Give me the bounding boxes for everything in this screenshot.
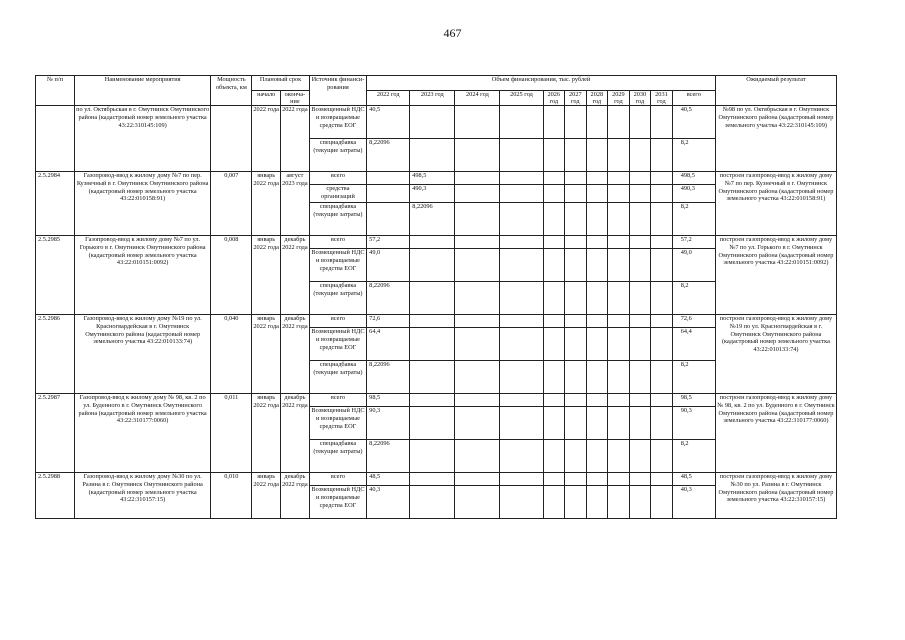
year-value: 498,5 bbox=[410, 172, 455, 185]
header-year: 2028 год bbox=[586, 91, 608, 106]
year-value bbox=[455, 282, 500, 315]
year-value bbox=[543, 203, 565, 236]
year-value bbox=[410, 440, 455, 473]
year-value bbox=[629, 106, 651, 139]
total-value: 498,5 bbox=[672, 172, 715, 185]
year-value bbox=[608, 172, 630, 185]
year-value bbox=[500, 486, 543, 519]
year-value bbox=[586, 361, 608, 394]
total-value: 57,2 bbox=[672, 236, 715, 249]
header-year: 2027 год bbox=[565, 91, 587, 106]
year-value bbox=[500, 139, 543, 172]
header-period: Плановый срок bbox=[252, 76, 309, 91]
funding-source: средства организаций bbox=[309, 185, 366, 203]
year-value bbox=[608, 203, 630, 236]
funding-source: всего bbox=[309, 315, 366, 328]
total-value: 40,3 bbox=[672, 486, 715, 519]
table-row bbox=[36, 473, 837, 486]
year-value bbox=[651, 486, 673, 519]
funding-source: спецнадбавка (текущие затраты) bbox=[309, 440, 366, 473]
year-value bbox=[565, 473, 587, 486]
header-num: № п/п bbox=[36, 76, 75, 106]
header-total: всего bbox=[672, 91, 715, 106]
funding-source: спецнадбавка (текущие затраты) bbox=[309, 203, 366, 236]
year-value: 8,22096 bbox=[367, 361, 410, 394]
year-value bbox=[608, 282, 630, 315]
year-value bbox=[586, 282, 608, 315]
year-value: 90,3 bbox=[367, 407, 410, 440]
year-value bbox=[608, 236, 630, 249]
year-value bbox=[608, 440, 630, 473]
funding-source: Возмещенный НДС и возвращаемые средства ЕОГ bbox=[309, 486, 366, 519]
year-value bbox=[455, 172, 500, 185]
year-value bbox=[565, 236, 587, 249]
year-value bbox=[543, 249, 565, 282]
year-value bbox=[608, 361, 630, 394]
year-value bbox=[455, 203, 500, 236]
year-value bbox=[455, 236, 500, 249]
year-value bbox=[586, 249, 608, 282]
year-value bbox=[565, 282, 587, 315]
year-value bbox=[629, 139, 651, 172]
year-value bbox=[586, 315, 608, 328]
year-value bbox=[543, 407, 565, 440]
year-value bbox=[455, 328, 500, 361]
year-value bbox=[586, 236, 608, 249]
year-value bbox=[455, 486, 500, 519]
year-value bbox=[586, 203, 608, 236]
header-year: 2026 год bbox=[543, 91, 565, 106]
year-value bbox=[543, 394, 565, 407]
year-value: 8,22096 bbox=[367, 282, 410, 315]
start-date: 2022 года bbox=[252, 106, 281, 172]
year-value bbox=[608, 139, 630, 172]
year-value bbox=[608, 407, 630, 440]
year-value bbox=[543, 440, 565, 473]
year-value bbox=[500, 185, 543, 203]
row-number: 2.5.2987 bbox=[36, 394, 75, 473]
year-value bbox=[651, 106, 673, 139]
year-value bbox=[651, 440, 673, 473]
year-value bbox=[543, 361, 565, 394]
year-value bbox=[410, 139, 455, 172]
capacity-value: 0,008 bbox=[211, 236, 252, 315]
funding-source: Возмещенный НДС и возвращаемые средства ЕОГ bbox=[309, 249, 366, 282]
year-value bbox=[629, 440, 651, 473]
start-date: январь 2022 года bbox=[252, 473, 281, 519]
year-value bbox=[455, 106, 500, 139]
year-value bbox=[455, 407, 500, 440]
year-value bbox=[586, 106, 608, 139]
total-value: 490,3 bbox=[672, 185, 715, 203]
year-value bbox=[500, 282, 543, 315]
year-value bbox=[500, 440, 543, 473]
year-value bbox=[586, 486, 608, 519]
year-value bbox=[500, 203, 543, 236]
total-value: 72,6 bbox=[672, 315, 715, 328]
total-value: 8,2 bbox=[672, 203, 715, 236]
year-value bbox=[500, 249, 543, 282]
end-date: декабрь 2022 года bbox=[281, 473, 310, 519]
year-value bbox=[651, 236, 673, 249]
year-value bbox=[455, 315, 500, 328]
year-value bbox=[455, 249, 500, 282]
year-value: 8,22096 bbox=[410, 203, 455, 236]
measure-name: Газопровод-ввод к жилому дому №7 по пер. Кузнечный в г. Омутнинск Омутнинского района (кадастровый номер земельного участка 43:22:010158:91) bbox=[74, 172, 210, 236]
year-value bbox=[543, 328, 565, 361]
year-value bbox=[629, 473, 651, 486]
year-value bbox=[367, 203, 410, 236]
year-value bbox=[651, 185, 673, 203]
year-value bbox=[608, 486, 630, 519]
expected-result: построен газопровод-ввод к жилому дому №19 по ул. Красногвардейская в г. Омутнинск Омутнинского района (кадастровый номер земельного участка 43:22:010133:74) bbox=[715, 315, 836, 394]
header-capacity: Мощность объекта, км bbox=[211, 76, 252, 106]
table-row bbox=[36, 315, 837, 328]
capacity-value: 0,007 bbox=[211, 172, 252, 236]
measure-name: Газопровод-ввод к жилому дому №7 по ул. Горького в г. Омутнинск Омутнинского района (кадастровый номер земельного участка 43:22:010151:0092) bbox=[74, 236, 210, 315]
year-value bbox=[410, 473, 455, 486]
funding-source: спецнадбавка (текущие затраты) bbox=[309, 361, 366, 394]
year-value bbox=[629, 328, 651, 361]
total-value: 49,0 bbox=[672, 249, 715, 282]
year-value bbox=[565, 172, 587, 185]
total-value: 40,5 bbox=[672, 106, 715, 139]
page-number: 467 bbox=[443, 26, 462, 40]
row-number: 2.5.2986 bbox=[36, 315, 75, 394]
expected-result: построен газопровод-ввод к жилому дому № 98, кв. 2 по ул. Буденного в г. Омутнинск Омутнинского района (кадастровый номер земельного участка 43:22:310177:0060) bbox=[715, 394, 836, 473]
header-year: 2022 год bbox=[367, 91, 410, 106]
year-value: 8,22096 bbox=[367, 440, 410, 473]
total-value: 8,2 bbox=[672, 282, 715, 315]
year-value bbox=[543, 473, 565, 486]
year-value bbox=[608, 315, 630, 328]
year-value bbox=[410, 315, 455, 328]
year-value bbox=[629, 282, 651, 315]
header-year: 2031 год bbox=[651, 91, 673, 106]
year-value bbox=[651, 394, 673, 407]
year-value bbox=[565, 203, 587, 236]
year-value bbox=[629, 249, 651, 282]
year-value bbox=[629, 407, 651, 440]
end-date: декабрь 2022 года bbox=[281, 315, 310, 394]
year-value bbox=[565, 185, 587, 203]
year-value bbox=[565, 106, 587, 139]
total-value: 64,4 bbox=[672, 328, 715, 361]
year-value bbox=[500, 473, 543, 486]
year-value bbox=[410, 361, 455, 394]
year-value bbox=[455, 139, 500, 172]
funding-table bbox=[35, 75, 837, 519]
header-name: Наименование мероприятия bbox=[74, 76, 210, 106]
measure-name: Газопровод-ввод к жилому дому №30 по ул. Разина в г. Омутнинск Омутнинского района (кадастровый номер земельного участка 43:22:310157:15) bbox=[74, 473, 210, 519]
year-value bbox=[410, 486, 455, 519]
year-value bbox=[455, 473, 500, 486]
year-value bbox=[629, 394, 651, 407]
header-year: 2025 год bbox=[500, 91, 543, 106]
year-value bbox=[367, 185, 410, 203]
capacity-value bbox=[211, 106, 252, 172]
total-value: 90,3 bbox=[672, 407, 715, 440]
year-value bbox=[410, 106, 455, 139]
total-value: 8,2 bbox=[672, 139, 715, 172]
year-value bbox=[629, 203, 651, 236]
year-value bbox=[565, 315, 587, 328]
year-value bbox=[410, 328, 455, 361]
year-value bbox=[543, 282, 565, 315]
year-value bbox=[500, 106, 543, 139]
year-value bbox=[565, 328, 587, 361]
table-row bbox=[36, 106, 837, 139]
expected-result: построен газопровод-ввод к жилому дому №7 по ул. Горького в г. Омутнинск Омутнинского района (кадастровый номер земельного участка 43:22:010151:0092) bbox=[715, 236, 836, 315]
year-value bbox=[543, 486, 565, 519]
table-row bbox=[36, 236, 837, 249]
year-value bbox=[651, 361, 673, 394]
header-result: Ожидаемый результат bbox=[715, 76, 836, 106]
year-value bbox=[543, 236, 565, 249]
year-value bbox=[410, 282, 455, 315]
year-value: 64,4 bbox=[367, 328, 410, 361]
year-value bbox=[629, 361, 651, 394]
year-value bbox=[651, 139, 673, 172]
year-value bbox=[410, 249, 455, 282]
year-value bbox=[410, 407, 455, 440]
table-row bbox=[36, 394, 837, 407]
table-row bbox=[36, 172, 837, 185]
measure-name: Газопровод-ввод к жилому дому № 98, кв. 2 по ул. Буденного в г. Омутнинск Омутнинского района (кадастровый номер земельного участка 43:22:310177:0060) bbox=[74, 394, 210, 473]
year-value bbox=[543, 139, 565, 172]
total-value: 8,2 bbox=[672, 361, 715, 394]
year-value bbox=[565, 440, 587, 473]
funding-source: всего bbox=[309, 473, 366, 486]
year-value: 98,5 bbox=[367, 394, 410, 407]
measure-name: Газопровод-ввод к жилому дому №19 по ул. Красногвардейская в г. Омутнинск Омутнинского района (кадастровый номер земельного участка 43:22:010133:74) bbox=[74, 315, 210, 394]
year-value bbox=[565, 394, 587, 407]
year-value bbox=[543, 106, 565, 139]
year-value bbox=[586, 185, 608, 203]
year-value bbox=[500, 361, 543, 394]
year-value bbox=[565, 139, 587, 172]
year-value bbox=[500, 328, 543, 361]
year-value bbox=[586, 139, 608, 172]
header-funding: Объем финансирования, тыс. рублей bbox=[367, 76, 716, 91]
total-value: 98,5 bbox=[672, 394, 715, 407]
end-date: декабрь 2022 года bbox=[281, 236, 310, 315]
header-end: оконча-ние bbox=[281, 91, 310, 106]
expected-result: построен газопровод-ввод к жилому дому №30 по ул. Разина в г. Омутнинск Омутнинского района (кадастровый номер земельного участка 43:22:310157:15) bbox=[715, 473, 836, 519]
year-value bbox=[586, 394, 608, 407]
year-value bbox=[586, 407, 608, 440]
year-value: 40,3 bbox=[367, 486, 410, 519]
year-value bbox=[543, 315, 565, 328]
header-start: начало bbox=[252, 91, 281, 106]
funding-source: Возмещенный НДС и возвращаемые средства ЕОГ bbox=[309, 106, 366, 139]
year-value bbox=[500, 236, 543, 249]
capacity-value: 0,011 bbox=[211, 394, 252, 473]
year-value bbox=[367, 172, 410, 185]
year-value: 49,0 bbox=[367, 249, 410, 282]
row-number: 2.5.2985 bbox=[36, 236, 75, 315]
year-value bbox=[651, 172, 673, 185]
year-value bbox=[608, 106, 630, 139]
expected-result: №98 по ул. Октябрьская в г. Омутнинск Омутнинского района (кадастровый номер земельного участка 43:22:310145:109) bbox=[715, 106, 836, 172]
total-value: 48,5 bbox=[672, 473, 715, 486]
year-value bbox=[586, 440, 608, 473]
year-value bbox=[608, 394, 630, 407]
capacity-value: 0,010 bbox=[211, 473, 252, 519]
year-value bbox=[586, 328, 608, 361]
year-value: 57,2 bbox=[367, 236, 410, 249]
year-value bbox=[565, 407, 587, 440]
header-year: 2029 год bbox=[608, 91, 630, 106]
year-value bbox=[455, 394, 500, 407]
year-value bbox=[543, 172, 565, 185]
year-value bbox=[629, 486, 651, 519]
year-value bbox=[608, 473, 630, 486]
year-value bbox=[410, 394, 455, 407]
year-value bbox=[455, 440, 500, 473]
funding-source: всего bbox=[309, 236, 366, 249]
year-value bbox=[500, 315, 543, 328]
year-value bbox=[651, 315, 673, 328]
year-value bbox=[608, 185, 630, 203]
row-number: 2.5.2984 bbox=[36, 172, 75, 236]
year-value bbox=[455, 361, 500, 394]
end-date: август 2023 года bbox=[281, 172, 310, 236]
year-value: 48,5 bbox=[367, 473, 410, 486]
year-value: 40,5 bbox=[367, 106, 410, 139]
header-source: Источник финанси-рования bbox=[309, 76, 366, 106]
header-year: 2024 год bbox=[455, 91, 500, 106]
year-value bbox=[651, 249, 673, 282]
year-value bbox=[651, 473, 673, 486]
funding-source: всего bbox=[309, 394, 366, 407]
header-year: 2023 год bbox=[410, 91, 455, 106]
funding-source: всего bbox=[309, 172, 366, 185]
year-value bbox=[608, 328, 630, 361]
year-value bbox=[651, 328, 673, 361]
year-value: 72,6 bbox=[367, 315, 410, 328]
row-number: 2.5.2988 bbox=[36, 473, 75, 519]
start-date: январь 2022 года bbox=[252, 236, 281, 315]
year-value bbox=[500, 394, 543, 407]
year-value bbox=[565, 361, 587, 394]
year-value bbox=[565, 486, 587, 519]
header-year: 2030 год bbox=[629, 91, 651, 106]
year-value: 490,3 bbox=[410, 185, 455, 203]
year-value bbox=[629, 185, 651, 203]
start-date: январь 2022 года bbox=[252, 315, 281, 394]
row-number bbox=[36, 106, 75, 172]
year-value bbox=[500, 407, 543, 440]
start-date: январь 2022 года bbox=[252, 172, 281, 236]
capacity-value: 0,040 bbox=[211, 315, 252, 394]
funding-source: Возмещенный НДС и возвращаемые средства ЕОГ bbox=[309, 328, 366, 361]
funding-source: спецнадбавка (текущие затраты) bbox=[309, 282, 366, 315]
end-date: декабрь 2022 года bbox=[281, 394, 310, 473]
expected-result: построен газопровод-ввод к жилому дому №7 по пер. Кузнечный в г. Омутнинск Омутнинского района (кадастровый номер земельного участка 43:22:010158:91) bbox=[715, 172, 836, 236]
year-value: 8,22096 bbox=[367, 139, 410, 172]
funding-source: Возмещенный НДС и возвращаемые средства ЕОГ bbox=[309, 407, 366, 440]
year-value bbox=[629, 236, 651, 249]
year-value bbox=[410, 236, 455, 249]
year-value bbox=[651, 407, 673, 440]
year-value bbox=[608, 249, 630, 282]
year-value bbox=[500, 172, 543, 185]
year-value bbox=[455, 185, 500, 203]
year-value bbox=[586, 473, 608, 486]
funding-source: спецнадбавка (текущие затраты) bbox=[309, 139, 366, 172]
total-value: 8,2 bbox=[672, 440, 715, 473]
year-value bbox=[586, 172, 608, 185]
year-value bbox=[565, 249, 587, 282]
year-value bbox=[543, 185, 565, 203]
start-date: январь 2022 года bbox=[252, 394, 281, 473]
end-date: 2022 года bbox=[281, 106, 310, 172]
year-value bbox=[629, 315, 651, 328]
year-value bbox=[651, 203, 673, 236]
measure-name: по ул. Октябрьская в г. Омутнинск Омутнинского района (кадастровый номер земельного участка 43:22:310145:109) bbox=[74, 106, 210, 172]
year-value bbox=[651, 282, 673, 315]
year-value bbox=[629, 172, 651, 185]
